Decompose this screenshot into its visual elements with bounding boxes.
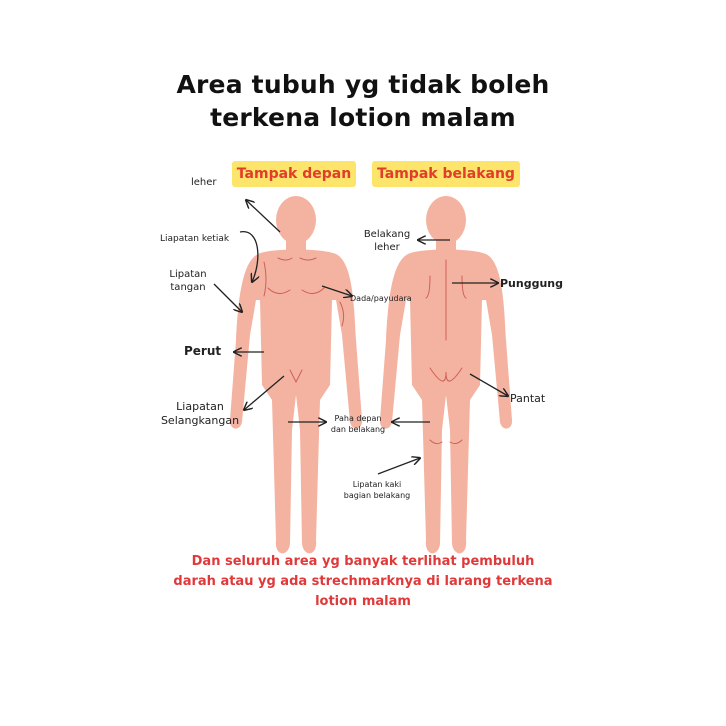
label-lipatan-selangkangan-line2: Selangkangan	[160, 414, 240, 427]
label-lipatan-kaki-line1: Lipatan kaki	[352, 480, 402, 489]
footer-note	[0, 552, 726, 612]
footer-line-2: darah atau yg ada strechmarknya di larang terkena	[173, 574, 553, 589]
label-paha-line2: dan belakang	[330, 425, 386, 434]
label-belakang-leher	[358, 228, 416, 254]
label-perut: Perut	[184, 344, 222, 358]
label-lipatan-kaki-line2: bagian belakang	[343, 491, 411, 500]
label-lipatan-selangkangan-line1: Liapatan	[176, 400, 224, 413]
label-pantat: Pantat	[510, 392, 546, 405]
footer-line-3: lotion malam	[315, 594, 411, 609]
label-punggung: Punggung	[500, 277, 564, 290]
label-lipatan-tangan-line2: tangan	[170, 282, 206, 293]
title-line-2: terkena lotion malam	[210, 103, 516, 132]
label-lipatan-tangan	[160, 268, 216, 294]
label-lipatan-kaki	[332, 479, 422, 501]
footer-line-1: Dan seluruh area yg banyak terlihat pembuluh	[191, 554, 535, 569]
label-lipatan-ketiak: Liapatan ketiak	[160, 234, 230, 244]
title-line-1: Area tubuh yg tidak boleh	[176, 70, 550, 99]
label-belakang-leher-line1: Belakang	[363, 229, 411, 240]
badge-back-view: Tampak belakang	[372, 161, 520, 187]
badge-front-view: Tampak depan	[232, 161, 356, 187]
label-lipatan-selangkangan	[156, 400, 244, 428]
label-leher: leher	[191, 177, 217, 188]
label-paha-line1: Paha depan	[334, 414, 382, 423]
label-dada-payudara: Dada/payudara	[350, 294, 412, 303]
label-paha	[328, 413, 388, 435]
label-lipatan-tangan-line1: Lipatan	[169, 269, 207, 280]
label-belakang-leher-line2: leher	[374, 242, 400, 253]
